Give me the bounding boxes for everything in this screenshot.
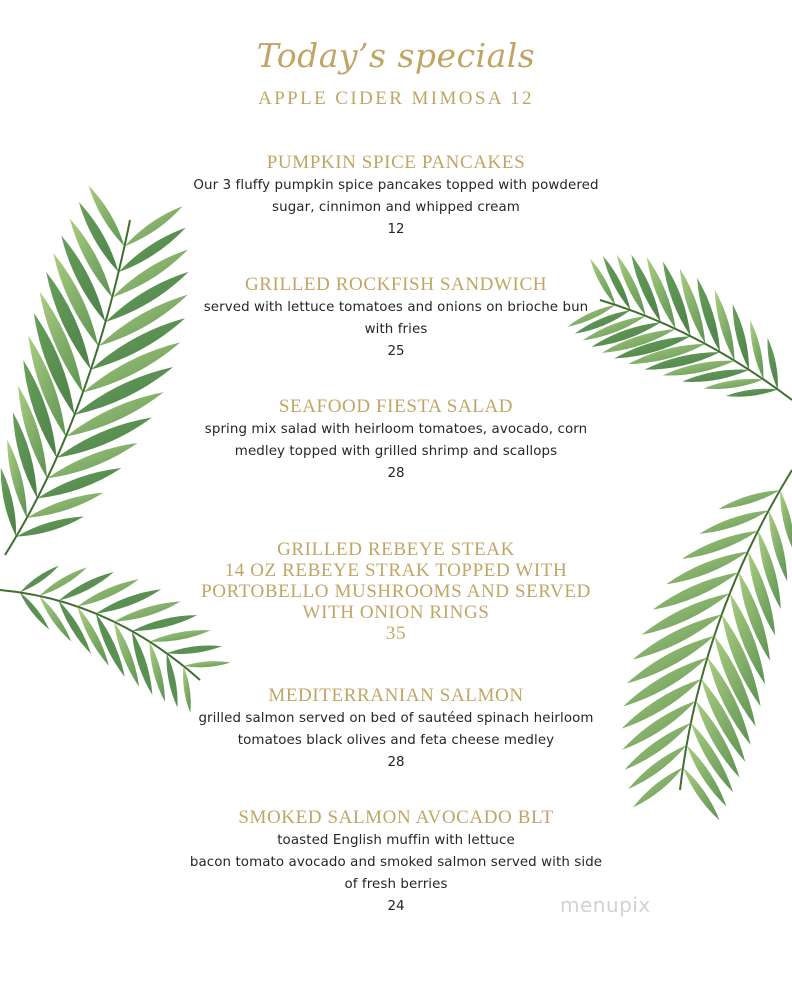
menu-item bbox=[176, 539, 616, 644]
menupix-watermark: menupix bbox=[560, 893, 651, 917]
item-price: 28 bbox=[387, 466, 405, 481]
item-price: 28 bbox=[387, 755, 405, 770]
item-name: SMOKED SALMON AVOCADO BLT bbox=[238, 807, 554, 828]
item-description-line: served with lettuce tomatoes and onions on brioche bun bbox=[203, 300, 589, 315]
item-description bbox=[176, 419, 616, 463]
item-description-line: Our 3 fluffy pumpkin spice pancakes topped with powdered bbox=[193, 178, 599, 193]
item-description-line: 14 OZ REBEYE STRAK TOPPED WITH bbox=[224, 560, 568, 581]
item-description bbox=[176, 708, 616, 752]
leaflet bbox=[703, 379, 763, 389]
item-name: MEDITERRANIAN SALMON bbox=[268, 685, 524, 706]
item-description-line: grilled salmon served on bed of sautéed spinach heirloom bbox=[198, 711, 594, 726]
leaflet bbox=[124, 206, 182, 246]
menu-item bbox=[176, 396, 616, 485]
item-description-line: with fries bbox=[364, 322, 428, 337]
item-name: GRILLED ROCKFISH SANDWICH bbox=[244, 274, 548, 295]
menu-item bbox=[176, 685, 616, 774]
item-description-line: WITH ONION RINGS bbox=[302, 602, 490, 623]
item-description-line: tomatoes black olives and feta cheese medley bbox=[237, 733, 555, 748]
item-price: 35 bbox=[385, 623, 407, 644]
item-name: GRILLED REBEYE STEAK bbox=[277, 539, 515, 560]
featured-drink: APPLE CIDER MIMOSA 12 bbox=[258, 88, 534, 109]
page-title: Today’s specials bbox=[256, 36, 536, 75]
item-description-line: of fresh berries bbox=[344, 877, 448, 892]
item-name: SEAFOOD FIESTA SALAD bbox=[278, 396, 514, 417]
item-description-line: toasted English muffin with lettuce bbox=[277, 833, 515, 848]
menu-item bbox=[176, 807, 616, 918]
menu-item bbox=[176, 152, 616, 241]
menu-item bbox=[176, 274, 616, 363]
item-description bbox=[176, 297, 616, 341]
item-price: 12 bbox=[387, 222, 405, 237]
item-description bbox=[176, 830, 616, 896]
item-description-line: medley topped with grilled shrimp and scallops bbox=[234, 444, 558, 459]
leaflet bbox=[633, 767, 683, 807]
item-description-line: sugar, cinnimon and whipped cream bbox=[272, 200, 520, 215]
leaflet bbox=[768, 338, 778, 390]
leaflet bbox=[167, 645, 222, 653]
item-description bbox=[176, 175, 616, 219]
item-price: 25 bbox=[387, 344, 405, 359]
item-price: 24 bbox=[387, 899, 405, 914]
leaflet bbox=[726, 389, 778, 397]
item-description-line: PORTOBELLO MUSHROOMS AND SERVED bbox=[201, 581, 591, 602]
leaflet bbox=[183, 661, 230, 667]
item-name: PUMPKIN SPICE PANCAKES bbox=[266, 152, 526, 173]
item-description-line: spring mix salad with heirloom tomatoes, avocado, corn bbox=[204, 422, 588, 437]
item-description-line: bacon tomato avocado and smoked salmon served with side bbox=[189, 855, 603, 870]
leaflet bbox=[750, 320, 763, 379]
